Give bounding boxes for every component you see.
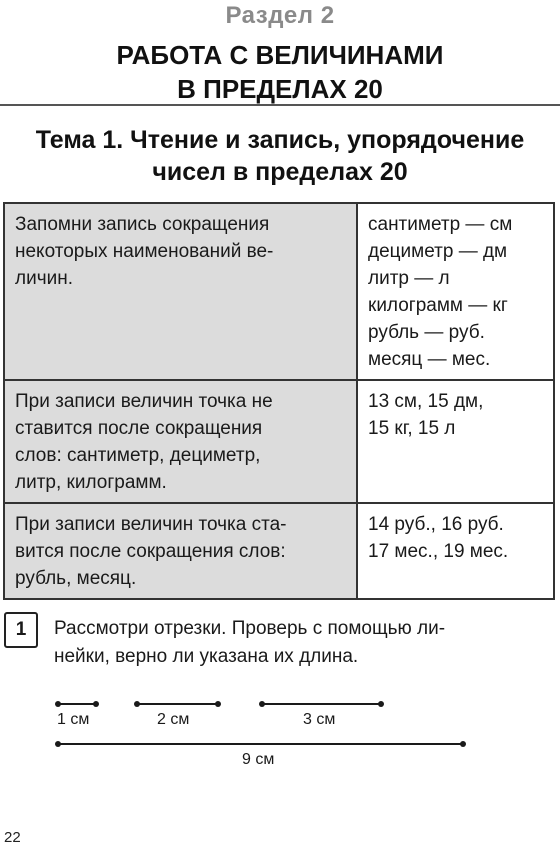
section-title [0,38,560,106]
example-text-line: дециметр — дм [368,241,508,262]
abbreviations-table [3,202,555,600]
example-text-line: 14 руб., 16 руб. [368,514,504,535]
rule-text-line: некоторых наименований ве- [15,241,274,262]
segment-label-3cm: 3 см [303,711,336,728]
example-cell [357,203,554,380]
rule-cell [4,503,357,599]
rule-text-line: ставится после сокращения [15,418,263,439]
example-text-line: килограмм — кг [368,295,508,316]
section-divider [0,104,560,106]
rule-text-line: рубль, месяц. [15,568,137,589]
example-text-line: 17 мес., 19 мес. [368,541,509,562]
section-title-line-2: В ПРЕДЕЛАХ 20 [177,74,383,104]
segment-3cm [259,701,384,707]
table-row [4,203,554,380]
table-row [4,503,554,599]
topic-title-line-1: Тема 1. Чтение и запись, упорядочение [35,126,525,154]
segment-label-9cm: 9 см [242,751,275,768]
segment-1cm [55,701,99,707]
example-text-line: литр — л [368,268,450,289]
table-row [4,380,554,503]
segment-label-1cm: 1 см [57,711,90,728]
segment-label-2cm: 2 см [157,711,190,728]
section-title-line-1: РАБОТА С ВЕЛИЧИНАМИ [116,40,444,70]
task-text-line: Рассмотри отрезки. Проверь с помощью ли- [54,618,446,639]
rule-text-line: Запомни запись сокращения [15,214,270,235]
example-text-line: рубль — руб. [368,322,485,343]
topic-title [0,124,560,188]
rule-cell [4,380,357,503]
rule-text-line: При записи величин точка ста- [15,514,287,535]
rule-cell [4,203,357,380]
example-text-line: месяц — мес. [368,349,491,370]
rule-text-line: слов: сантиметр, дециметр, [15,445,261,466]
example-text-line: 15 кг, 15 л [368,418,456,439]
section-label: Раздел 2 [225,2,335,29]
rule-text-line: вится после сокращения слов: [15,541,286,562]
task-text-line: нейки, верно ли указана их длина. [54,646,359,667]
example-cell [357,380,554,503]
rule-text-line: При записи величин точка не [15,391,273,412]
topic-title-line-2: чисел в пределах 20 [152,158,408,186]
example-text-line: сантиметр — см [368,214,513,235]
example-cell [357,503,554,599]
segment-9cm [55,741,466,747]
segments-illustration [0,690,560,780]
task-text [54,615,554,671]
segment-2cm [134,701,221,707]
task-number-badge: 1 [4,612,38,648]
rule-text-line: личин. [15,268,73,289]
page-number: 22 [4,829,21,846]
rule-text-line: литр, килограмм. [15,472,167,493]
example-text-line: 13 см, 15 дм, [368,391,484,412]
